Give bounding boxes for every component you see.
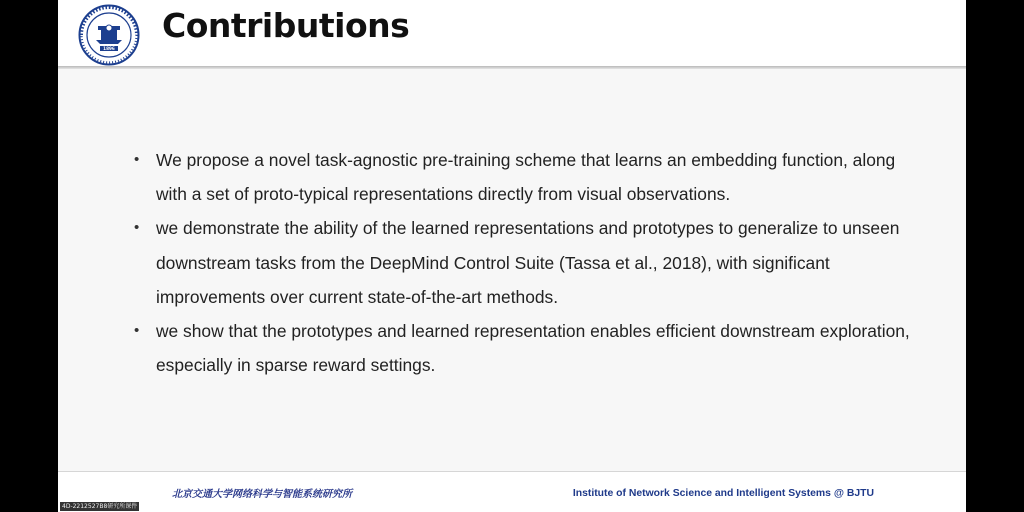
seal-year: 1896 [103,46,115,52]
bullet-text: we demonstrate the ability of the learned representations and prototypes to generalize to unseen downstream tasks from the DeepMind Control Suite (Tassa et al., 2018), with significant improvements over current state-of-the-art methods. [156,218,900,307]
slide-header [58,0,966,66]
footer-institute-english: Institute of Network Science and Intelligent Systems @ BJTU [572,488,874,499]
bullet-text: We propose a novel task-agnostic pre-training scheme that learns an embedding function, along with a set of proto-typical representations directly from visual observations. [156,150,896,205]
overlay-watermark-tag: 4D-2212527B8研究所课件 [62,503,138,510]
slide-body [58,69,966,471]
slide-footer [58,471,966,512]
bullet-item [134,211,924,314]
footer-divider [58,471,966,472]
bullet-marker: • [134,219,140,237]
footer-institute-chinese: 北京交通大学网络科学与智能系统研究所 [172,489,352,500]
bullet-marker: • [134,151,140,168]
bullet-list [134,143,924,382]
bullet-item [134,314,924,382]
university-seal-icon [78,4,140,66]
page-title: Contributions [162,6,410,45]
bullet-text: we show that the prototypes and learned representation enables efficient downstream exploration, especially in sparse reward settings. [156,321,910,376]
bullet-item [134,143,924,211]
slide [58,0,966,512]
bullet-marker: • [134,322,140,340]
